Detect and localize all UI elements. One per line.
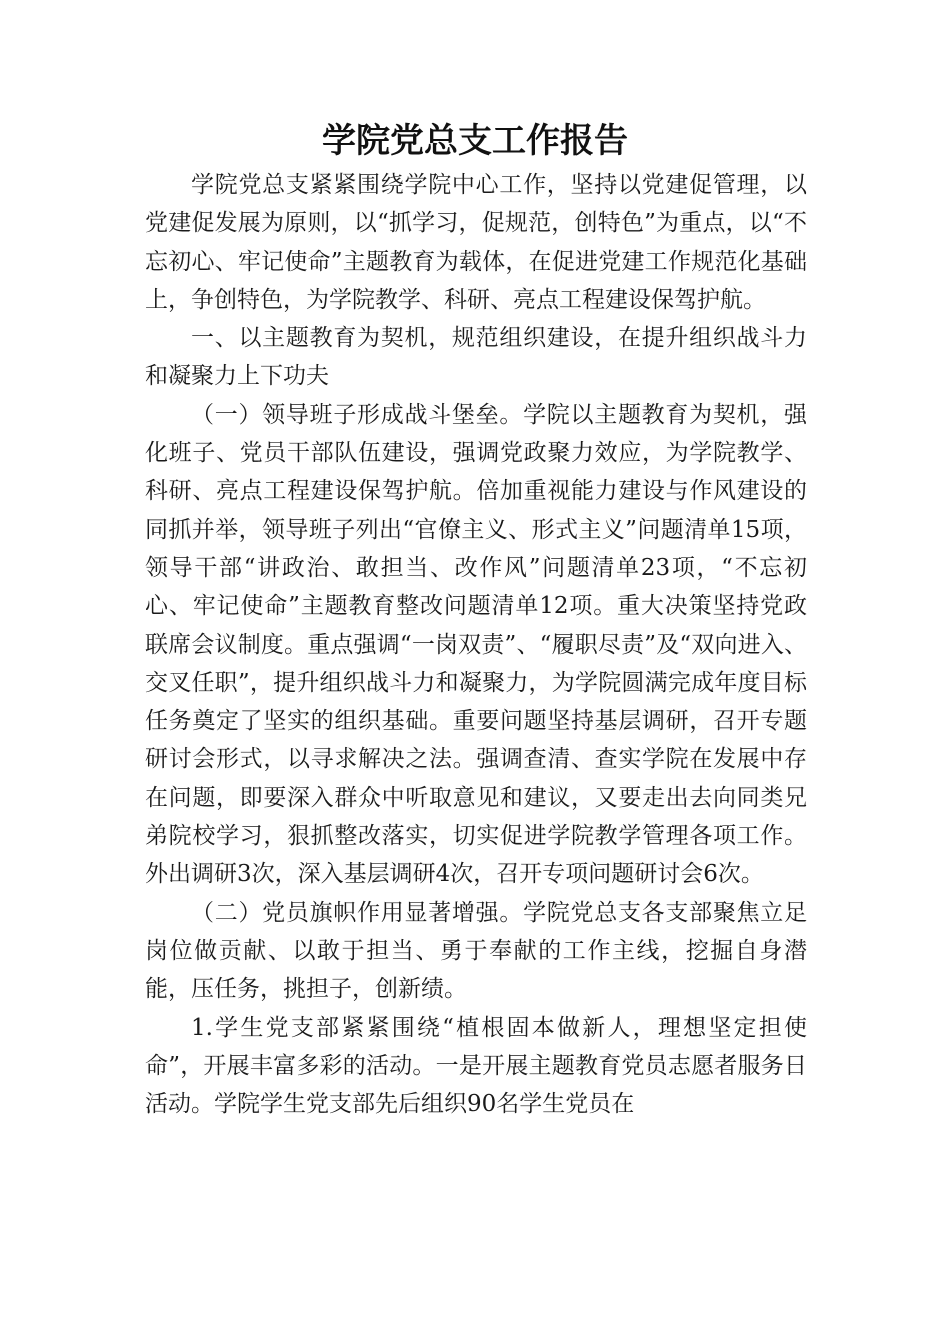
paragraph-party-members: （二）党员旗帜作用显著增强。学院党总支各支部聚焦立足岗位做贡献、以敢于担当、勇于奉献的工作主线，挖掘自身潜能，压任务，挑担子，创新绩。 bbox=[145, 899, 807, 1003]
section-heading-1: 一、以主题教育为契机，规范组织建设，在提升组织战斗力和凝聚力上下功夫 bbox=[145, 325, 807, 390]
paragraph-leadership: （一）领导班子形成战斗堡垒。学院以主题教育为契机，强化班子、党员干部队伍建设，强调党政聚力效应，为学院教学、科研、亮点工程建设保驾护航。倍加重视能力建设与作风建设的同抓并举，领导班子列出“官僚主义、形式主义”问题清单15项，领导干部“讲政治、敢担当、改作风”问题清单23项，“不忘初心、牢记使命”主题教育整改问题清单12项。重大决策坚持党政联席会议制度。重点强调“一岗双责”、“履职尽责”及“双向进入、交叉任职”，提升组织战斗力和凝聚力，为学院圆满完成年度目标任务奠定了坚实的组织基础。重要问题坚持基层调研，召开专题研讨会形式，以寻求解决之法。强调查清、查实学院在发展中存在问题，即要深入群众中听取意见和建议，又要走出去向同类兄弟院校学习，狠抓整改落实，切实促进学院教学管理各项工作。外出调研3次，深入基层调研4次，召开专项问题研讨会6次。 bbox=[145, 401, 807, 888]
paragraph-student-branch: 1.学生党支部紧紧围绕“植根固本做新人，理想坚定担使命”，开展丰富多彩的活动。一是开展主题教育党员志愿者服务日活动。学院学生党支部先后组织90名学生党员在 bbox=[145, 1014, 807, 1118]
document-body bbox=[145, 166, 807, 1123]
document-title: 学院党总支工作报告 bbox=[322, 121, 628, 161]
paragraph-intro: 学院党总支紧紧围绕学院中心工作，坚持以党建促管理，以党建促发展为原则，以“抓学习，促规范，创特色”为重点，以“不忘初心、牢记使命”主题教育为载体，在促进党建工作规范化基础上，争创特色，为学院教学、科研、亮点工程建设保驾护航。 bbox=[145, 172, 807, 313]
